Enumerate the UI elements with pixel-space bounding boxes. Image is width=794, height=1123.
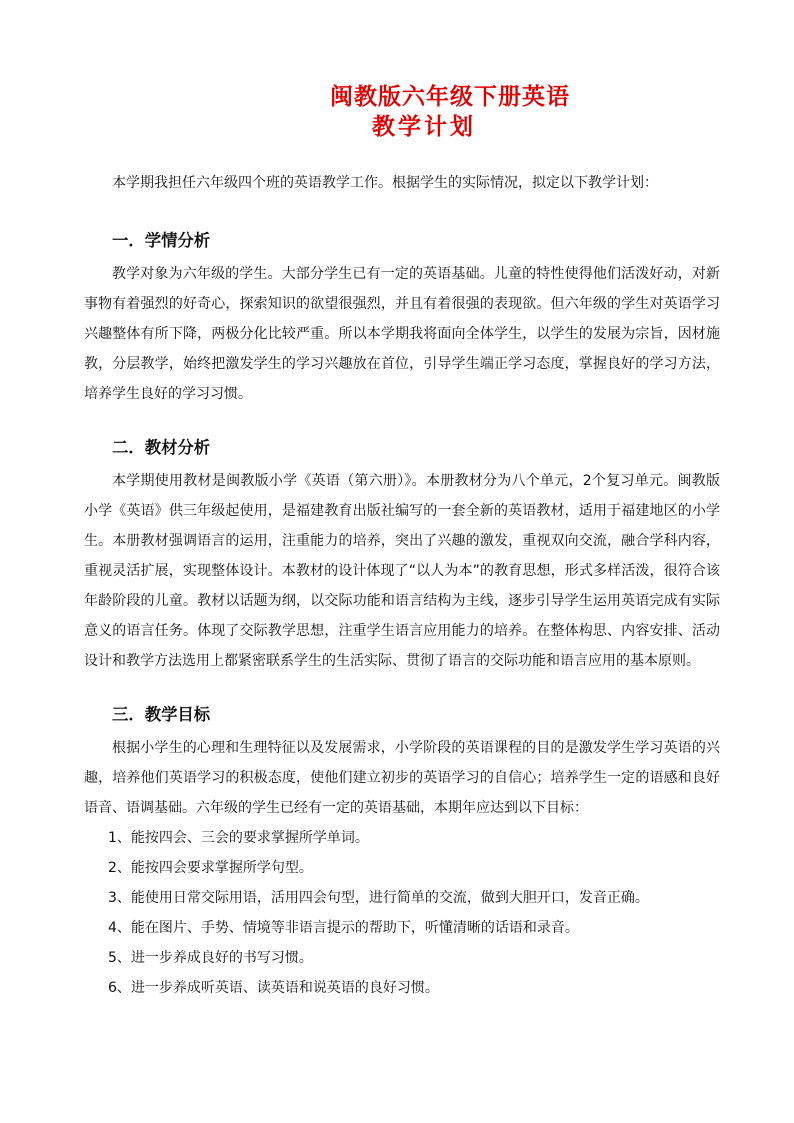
goals-list <box>84 823 720 1003</box>
intro-paragraph: 本学期我担任六年级四个班的英语教学工作。根据学生的实际情况，拟定以下教学计划： <box>112 175 658 191</box>
list-item: 4、能在图片、手势、情境等非语言提示的帮助下，听懂清晰的话语和录音。 <box>108 920 579 936</box>
document-subtitle: 教学计划 <box>372 113 476 140</box>
list-item: 6、进一步养成听英语、读英语和说英语的良好习惯。 <box>108 980 439 996</box>
section-heading: 二．教材分析 <box>112 438 211 457</box>
list-item: 5、进一步养成良好的书写习惯。 <box>108 950 313 966</box>
section-textbook-analysis <box>84 434 720 676</box>
section-paragraph: 教学对象为六年级的学生。大部分学生已有一定的英语基础。儿童的特性使得他们活泼好动，对新事物有着强烈的好奇心，探索知识的欲望很强烈，并且有着很强的表现欲。但六年级的学生对英语学习兴趣整体有所下降，两极分化比较严重。所以本学期我将面向全体学生，以学生的发展为宗旨，因材施教，分层教学，始终把激发学生的学习兴趣放在首位，引导学生端正学习态度，掌握良好的学习方法，培养学生良好的学习习惯。 <box>84 266 720 402</box>
section-paragraph: 本学期使用教材是闽教版小学《英语（第六册）》。本册教材分为八个单元，2个复习单元。闽教版小学《英语》供三年级起使用，是福建教育出版社编写的一套全新的英语教材，适用于福建地区的小学生。本册教材强调语言的运用，注重能力的培养，突出了兴趣的激发，重视双向交流，融合学科内容，重视灵活扩展，实现整体设计。本教材的设计体现了“以人为本”的教育思想，形式多样活泼，很符合该年龄阶段的儿童。教材以话题为纲，以交际功能和语言结构为主线，逐步引导学生运用英语完成有实际意义的语言任务。体现了交际教学思想，注重学生语言应用能力的培养。在整体构思、内容安排、活动设计和教学方法选用上都紧密联系学生的生活实际、贯彻了语言的交际功能和语言应用的基本原则。 <box>84 473 720 669</box>
section-paragraph: 根据小学生的心理和生理特征以及发展需求，小学阶段的英语课程的目的是激发学生学习英语的兴趣，培养他们英语学习的积极态度，使他们建立初步的英语学习的自信心；培养学生一定的语感和良好语音、语调基础。六年级的学生已经有一定的英语基础，本期年应达到以下目标： <box>84 740 720 816</box>
section-heading: 一．学情分析 <box>112 231 211 250</box>
section-teaching-goals <box>84 701 720 1003</box>
section-heading: 三．教学目标 <box>112 705 211 724</box>
list-item: 1、能按四会、三会的要求掌握所学单词。 <box>108 830 369 846</box>
list-item: 3、能使用日常交际用语，活用四会句型，进行简单的交流，做到大胆开口，发音正确。 <box>108 890 649 906</box>
document-title: 闽教版六年级下册英语 <box>330 83 570 110</box>
section-learner-analysis <box>84 227 720 409</box>
document-body <box>84 169 720 1003</box>
list-item: 2、能按四会要求掌握所学句型。 <box>108 860 313 876</box>
